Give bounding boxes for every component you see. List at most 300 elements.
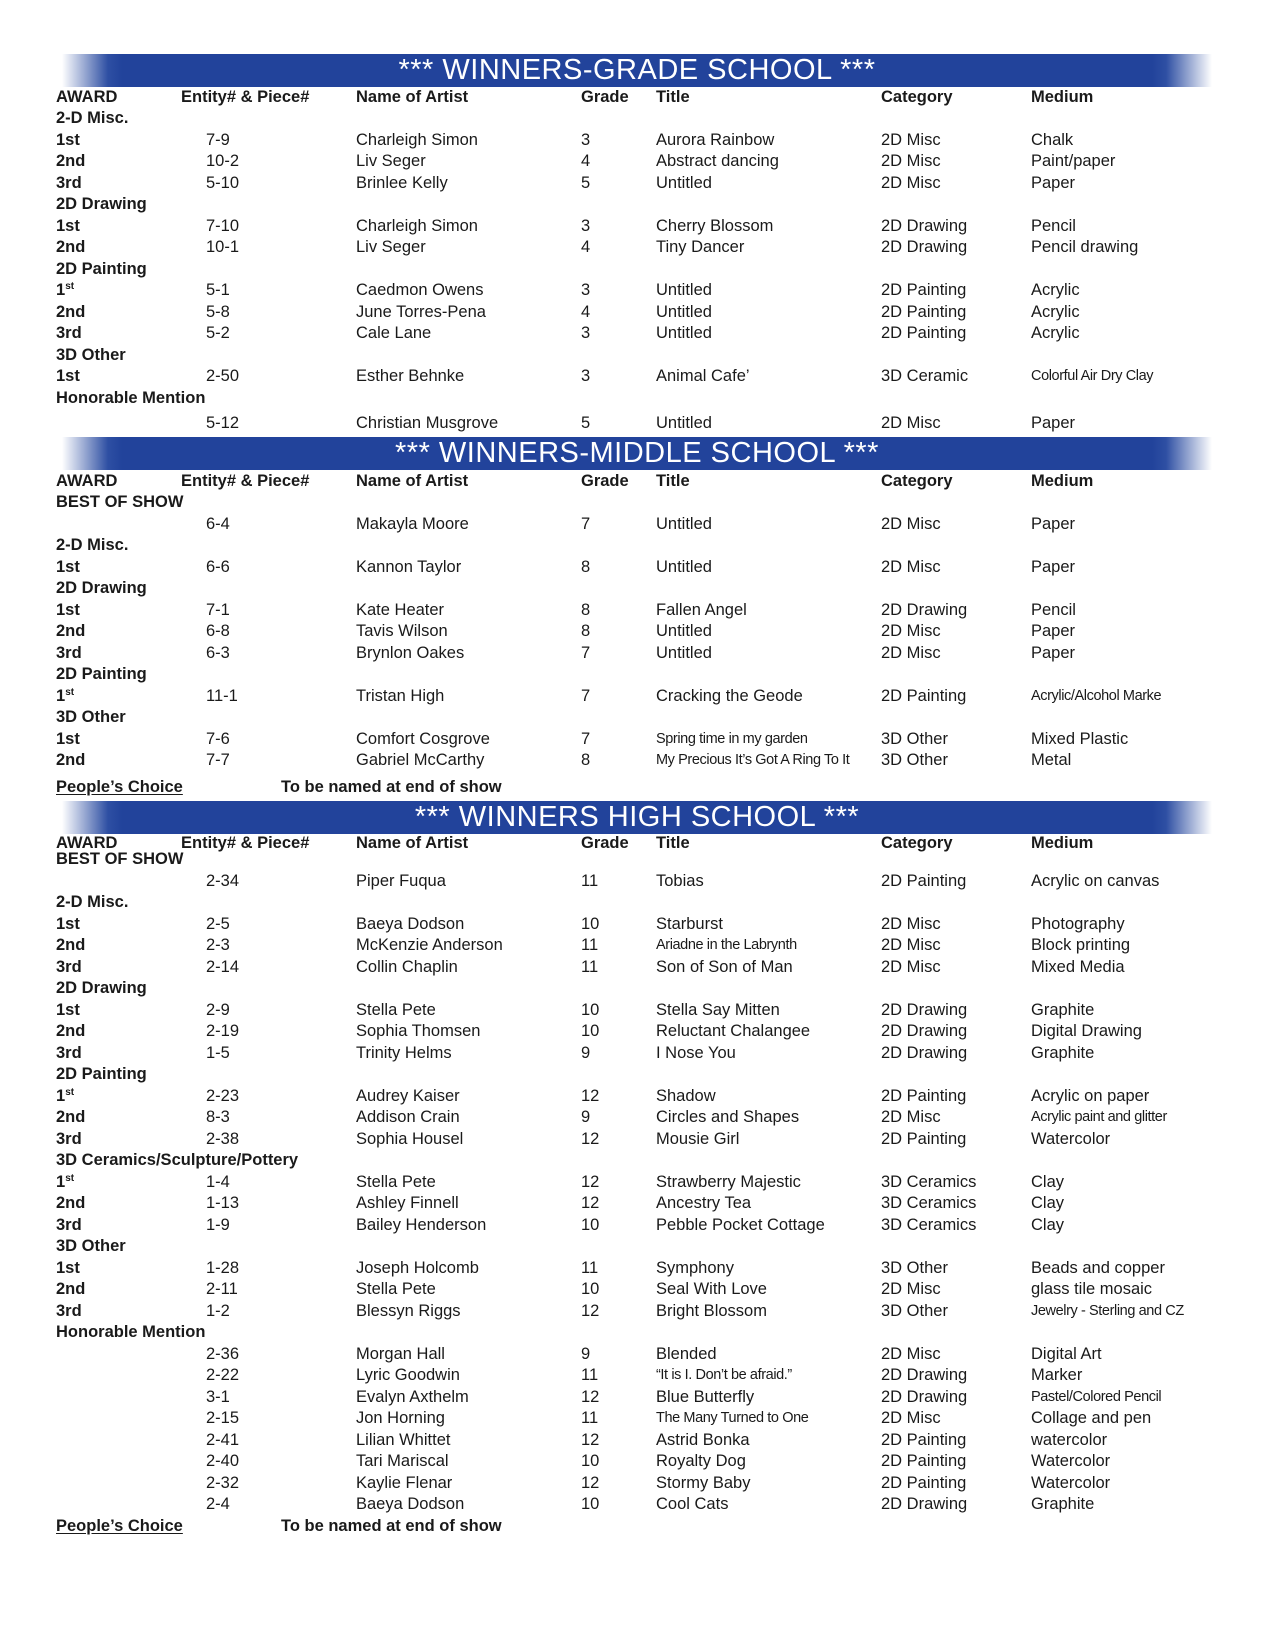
award-number: 1: [56, 687, 66, 705]
entry-row: [0, 870, 1275, 892]
entry-row: [0, 1171, 1275, 1193]
grade-value: 3: [581, 281, 591, 299]
artist-name: Brinlee Kelly: [356, 174, 448, 192]
category-value: 2D Painting: [881, 303, 967, 321]
grade-value: 9: [581, 1345, 591, 1363]
entity-number: 7-6: [206, 730, 230, 748]
grade-value: 12: [581, 1388, 600, 1406]
section-label: [0, 891, 1275, 913]
award-place: 2nd: [56, 238, 86, 256]
entity-number: 7-10: [206, 217, 240, 235]
entity-number: 2-41: [206, 1431, 240, 1449]
medium-value: Acrylic: [1031, 303, 1080, 321]
award-place: 3rd: [56, 958, 82, 976]
award-place: 2nd: [56, 936, 86, 954]
category-value: 2D Painting: [881, 1452, 967, 1470]
entity-number: 1-13: [206, 1194, 240, 1212]
section-title: 2-D Misc.: [56, 536, 129, 554]
artwork-title: Fallen Angel: [656, 601, 747, 619]
award-place: 1st: [56, 915, 80, 933]
artist-name: Charleigh Simon: [356, 131, 478, 149]
category-value: 3D Other: [881, 1259, 948, 1277]
artwork-title: My Precious It’s Got A Ring To It: [656, 752, 850, 768]
medium-value: Acrylic: [1031, 281, 1080, 299]
artwork-title: Strawberry Majestic: [656, 1173, 801, 1191]
entity-number: 6-3: [206, 644, 230, 662]
entry-row: [0, 215, 1275, 237]
artist-name: McKenzie Anderson: [356, 936, 503, 954]
grade-value: 4: [581, 152, 591, 170]
high-school-banner: *** WINNERS HIGH SCHOOL ***: [62, 801, 1212, 834]
artwork-title: Aurora Rainbow: [656, 131, 775, 149]
artist-name: Esther Behnke: [356, 367, 465, 385]
artwork-title: Symphony: [656, 1259, 734, 1277]
section-label: [0, 107, 1275, 129]
medium-value: Metal: [1031, 751, 1072, 769]
award-place: [56, 685, 74, 707]
artwork-title: Spring time in my garden: [656, 731, 808, 747]
artwork-title: Untitled: [656, 303, 712, 321]
grade-value: 4: [581, 303, 591, 321]
grade-value: 11: [581, 1366, 599, 1384]
medium-value: Clay: [1031, 1216, 1065, 1234]
entity-number: 2-32: [206, 1474, 240, 1492]
medium-value: Block printing: [1031, 936, 1131, 954]
award-place: 2nd: [56, 303, 86, 321]
medium-value: Jewelry - Sterling and CZ: [1031, 1303, 1184, 1319]
artist-name: Trinity Helms: [356, 1044, 452, 1062]
award-suffix: st: [65, 1087, 75, 1098]
grade-value: 12: [581, 1173, 600, 1191]
artist-name: Lilian Whittet: [356, 1431, 451, 1449]
artwork-title: Stella Say Mitten: [656, 1001, 780, 1019]
peoples-choice-note: To be named at end of show: [281, 1517, 502, 1535]
medium-value: Colorful Air Dry Clay: [1031, 368, 1154, 384]
entity-number: 2-40: [206, 1452, 240, 1470]
category-value: 2D Drawing: [881, 601, 968, 619]
entity-number: 2-50: [206, 367, 240, 385]
entity-number: 1-9: [206, 1216, 230, 1234]
grade-value: 10: [581, 1452, 600, 1470]
section-label: [0, 1063, 1275, 1085]
entity-number: 2-38: [206, 1130, 240, 1148]
artwork-title: Son of Son of Man: [656, 958, 793, 976]
grade-value: 11: [581, 1409, 599, 1427]
award-place: 1st: [56, 131, 80, 149]
artwork-title: Reluctant Chalangee: [656, 1022, 811, 1040]
medium-value: Acrylic: [1031, 324, 1080, 342]
title-header: Title: [656, 88, 690, 106]
entry-row: [0, 1343, 1275, 1365]
entity-number: 1-4: [206, 1173, 230, 1191]
artist-name: Baeya Dodson: [356, 915, 465, 933]
artist-header: Name of Artist: [356, 834, 469, 852]
category-value: 2D Misc: [881, 644, 941, 662]
category-value: 2D Misc: [881, 1280, 941, 1298]
award-number: 1: [56, 1087, 66, 1105]
entity-number: 7-9: [206, 131, 230, 149]
entry-row: [0, 1020, 1275, 1042]
entity-number: 2-19: [206, 1022, 240, 1040]
artist-name: Tristan High: [356, 687, 445, 705]
entry-row: [0, 412, 1275, 434]
artist-name: Evalyn Axthelm: [356, 1388, 469, 1406]
grade-value: 10: [581, 915, 600, 933]
section-title: Honorable Mention: [56, 1323, 206, 1341]
category-value: 3D Other: [881, 730, 948, 748]
entry-row: [0, 728, 1275, 750]
artist-name: Addison Crain: [356, 1108, 460, 1126]
artwork-title: Royalty Dog: [656, 1452, 746, 1470]
entity-number: 7-1: [206, 601, 230, 619]
section-label: [0, 706, 1275, 728]
entry-row: [0, 599, 1275, 621]
award-place: 2nd: [56, 1108, 86, 1126]
entry-row: [0, 1214, 1275, 1236]
column-header-row: [0, 470, 1275, 492]
section-label: [0, 977, 1275, 999]
medium-value: Pencil drawing: [1031, 238, 1139, 256]
entry-row: [0, 749, 1275, 771]
entry-row: [0, 1364, 1275, 1386]
entry-row: [0, 999, 1275, 1021]
medium-value: Pencil: [1031, 217, 1076, 235]
entity-number: 2-14: [206, 958, 240, 976]
award-place: 3rd: [56, 1130, 82, 1148]
grade-value: 7: [581, 515, 591, 533]
artist-header: Name of Artist: [356, 472, 469, 490]
medium-value: Paper: [1031, 622, 1076, 640]
award-place: [56, 1085, 74, 1107]
artwork-title: Starburst: [656, 915, 723, 933]
entity-number: 2-23: [206, 1087, 240, 1105]
entity-number: 2-34: [206, 872, 240, 890]
award-place: 1st: [56, 1259, 80, 1277]
section-title: 2D Drawing: [56, 195, 147, 213]
section-label: [0, 344, 1275, 366]
artist-name: Liv Seger: [356, 152, 426, 170]
entity-number: 5-1: [206, 281, 230, 299]
section-title: 2D Drawing: [56, 979, 147, 997]
entity-number: 3-1: [206, 1388, 230, 1406]
section-title: 2D Drawing: [56, 579, 147, 597]
artist-name: Collin Chaplin: [356, 958, 458, 976]
artist-name: Charleigh Simon: [356, 217, 478, 235]
category-value: 2D Drawing: [881, 1366, 968, 1384]
grade-value: 10: [581, 1022, 600, 1040]
artist-name: Stella Pete: [356, 1280, 436, 1298]
grade-value: 12: [581, 1302, 600, 1320]
medium-value: Graphite: [1031, 1044, 1095, 1062]
artist-name: Comfort Cosgrove: [356, 730, 490, 748]
category-value: 3D Ceramic: [881, 367, 969, 385]
artwork-title: Shadow: [656, 1087, 716, 1105]
medium-value: Digital Art: [1031, 1345, 1102, 1363]
artist-name: Caedmon Owens: [356, 281, 484, 299]
entity-number: 6-4: [206, 515, 230, 533]
title-header: Title: [656, 834, 690, 852]
entry-row: [0, 685, 1275, 707]
award-place: 1st: [56, 217, 80, 235]
grade-value: 5: [581, 174, 591, 192]
artwork-title: Cool Cats: [656, 1495, 729, 1513]
entity-number: 6-6: [206, 558, 230, 576]
grade-school-banner: *** WINNERS-GRADE SCHOOL ***: [62, 54, 1212, 87]
peoples-choice-label: People’s Choice: [56, 1517, 183, 1535]
award-suffix: st: [65, 281, 75, 292]
grade-value: 8: [581, 558, 591, 576]
artwork-title: Cherry Blossom: [656, 217, 774, 235]
section-title: 2-D Misc.: [56, 109, 129, 127]
medium-value: Graphite: [1031, 1001, 1095, 1019]
artist-name: Joseph Holcomb: [356, 1259, 479, 1277]
medium-value: Acrylic/Alcohol Marke: [1031, 688, 1162, 704]
column-header-row: [0, 86, 1275, 108]
entry-row: [0, 1450, 1275, 1472]
award-place: 2nd: [56, 1194, 86, 1212]
entry-row: [0, 365, 1275, 387]
artwork-title: Bright Blossom: [656, 1302, 767, 1320]
artist-name: Kate Heater: [356, 601, 445, 619]
entity-number: 2-4: [206, 1495, 230, 1513]
grade-value: 12: [581, 1431, 600, 1449]
grade-value: 11: [581, 936, 599, 954]
peoples-choice-note: To be named at end of show: [281, 778, 502, 796]
artist-name: Kannon Taylor: [356, 558, 462, 576]
category-value: 2D Misc: [881, 1345, 941, 1363]
category-header: Category: [881, 834, 953, 852]
section-label: [0, 1149, 1275, 1171]
entity-number: 10-1: [206, 238, 240, 256]
category-value: 2D Painting: [881, 687, 967, 705]
grade-value: 12: [581, 1087, 600, 1105]
grade-value: 9: [581, 1044, 591, 1062]
section-title: 2D Painting: [56, 1065, 147, 1083]
entry-row: [0, 1042, 1275, 1064]
peoples-choice-row: [0, 1515, 1275, 1537]
medium-value: Clay: [1031, 1173, 1065, 1191]
award-place: 2nd: [56, 1022, 86, 1040]
medium-value: Beads and copper: [1031, 1259, 1165, 1277]
artwork-title: “It is I. Don’t be afraid.”: [656, 1367, 792, 1383]
section-title: 2D Painting: [56, 260, 147, 278]
section-label: [0, 387, 1275, 409]
category-value: 2D Painting: [881, 281, 967, 299]
section-label: [0, 577, 1275, 599]
award-suffix: st: [65, 687, 75, 698]
grade-header: Grade: [581, 472, 629, 490]
medium-value: Watercolor: [1031, 1452, 1111, 1470]
entity-number: 1-2: [206, 1302, 230, 1320]
medium-value: Acrylic paint and glitter: [1031, 1109, 1167, 1125]
artwork-title: Untitled: [656, 644, 712, 662]
artist-name: Kaylie Flenar: [356, 1474, 453, 1492]
award-place: 3rd: [56, 1216, 82, 1234]
award-place: 2nd: [56, 751, 86, 769]
category-value: 2D Misc: [881, 915, 941, 933]
artwork-title: Mousie Girl: [656, 1130, 740, 1148]
category-value: 3D Ceramics: [881, 1194, 977, 1212]
artwork-title: Ariadne in the Labrynth: [656, 937, 797, 953]
medium-value: Paper: [1031, 644, 1076, 662]
artwork-title: Untitled: [656, 515, 712, 533]
grade-value: 7: [581, 730, 591, 748]
grade-value: 12: [581, 1194, 600, 1212]
award-place: 2nd: [56, 152, 86, 170]
artwork-title: Tobias: [656, 872, 704, 890]
entry-row: [0, 513, 1275, 535]
award-place: 1st: [56, 1001, 80, 1019]
entry-row: [0, 1472, 1275, 1494]
category-value: 2D Misc: [881, 414, 941, 432]
grade-value: 3: [581, 324, 591, 342]
medium-value: glass tile mosaic: [1031, 1280, 1153, 1298]
entity-number: 10-2: [206, 152, 240, 170]
artwork-title: Tiny Dancer: [656, 238, 745, 256]
artist-name: Sophia Thomsen: [356, 1022, 481, 1040]
middle-school-banner: *** WINNERS-MIDDLE SCHOOL ***: [62, 437, 1212, 470]
entry-row: [0, 1085, 1275, 1107]
entry-row: [0, 1386, 1275, 1408]
medium-value: watercolor: [1031, 1431, 1108, 1449]
medium-value: Clay: [1031, 1194, 1065, 1212]
category-value: 2D Drawing: [881, 238, 968, 256]
award-place: 2nd: [56, 622, 86, 640]
entity-number: 5-12: [206, 414, 240, 432]
artwork-title: Pebble Pocket Cottage: [656, 1216, 825, 1234]
category-value: 2D Drawing: [881, 217, 968, 235]
artist-name: Audrey Kaiser: [356, 1087, 460, 1105]
grade-value: 5: [581, 414, 591, 432]
entity-header: Entity# & Piece#: [181, 88, 310, 106]
artist-name: Gabriel McCarthy: [356, 751, 485, 769]
category-value: 2D Misc: [881, 131, 941, 149]
artist-name: Morgan Hall: [356, 1345, 445, 1363]
category-value: 2D Misc: [881, 558, 941, 576]
section-title: 3D Other: [56, 346, 126, 364]
artist-name: Blessyn Riggs: [356, 1302, 461, 1320]
artwork-title: Abstract dancing: [656, 152, 779, 170]
grade-value: 3: [581, 217, 591, 235]
grade-value: 3: [581, 367, 591, 385]
medium-value: Graphite: [1031, 1495, 1095, 1513]
award-place: 3rd: [56, 644, 82, 662]
entry-row: [0, 1192, 1275, 1214]
artist-name: Piper Fuqua: [356, 872, 446, 890]
category-value: 3D Ceramics: [881, 1216, 977, 1234]
entity-number: 7-7: [206, 751, 230, 769]
entry-row: [0, 956, 1275, 978]
artist-name: Makayla Moore: [356, 515, 469, 533]
entity-number: 11-1: [206, 687, 238, 705]
artist-name: Ashley Finnell: [356, 1194, 459, 1212]
entry-row: [0, 1429, 1275, 1451]
section-title: 3D Other: [56, 708, 126, 726]
entity-number: 2-36: [206, 1345, 240, 1363]
grade-value: 7: [581, 644, 591, 662]
medium-value: Mixed Plastic: [1031, 730, 1129, 748]
award-place: 2nd: [56, 1280, 86, 1298]
award-place: 3rd: [56, 174, 82, 192]
medium-header: Medium: [1031, 88, 1094, 106]
medium-value: Digital Drawing: [1031, 1022, 1142, 1040]
artist-header: Name of Artist: [356, 88, 469, 106]
entry-row: [0, 1257, 1275, 1279]
artist-name: Jon Horning: [356, 1409, 445, 1427]
category-value: 2D Painting: [881, 872, 967, 890]
category-value: 2D Misc: [881, 936, 941, 954]
entity-number: 1-28: [206, 1259, 240, 1277]
category-value: 2D Misc: [881, 622, 941, 640]
entry-row: [0, 913, 1275, 935]
entity-number: 5-2: [206, 324, 230, 342]
entity-number: 5-8: [206, 303, 230, 321]
entry-row: [0, 1300, 1275, 1322]
medium-value: Acrylic on paper: [1031, 1087, 1150, 1105]
section-label: [0, 258, 1275, 280]
medium-value: Paper: [1031, 414, 1076, 432]
section-label: [0, 663, 1275, 685]
entry-row: [0, 1128, 1275, 1150]
medium-value: Collage and pen: [1031, 1409, 1152, 1427]
award-place: 1st: [56, 601, 80, 619]
award-place: [56, 279, 74, 301]
entity-number: 2-11: [206, 1280, 238, 1298]
entity-number: 2-22: [206, 1366, 240, 1384]
artist-name: Liv Seger: [356, 238, 426, 256]
category-value: 2D Drawing: [881, 1495, 968, 1513]
medium-value: Paper: [1031, 515, 1076, 533]
section-label: [0, 534, 1275, 556]
artwork-title: Untitled: [656, 174, 712, 192]
peoples-choice-row: [0, 776, 1275, 798]
artist-name: Cale Lane: [356, 324, 432, 342]
entry-row: [0, 934, 1275, 956]
section-label: [0, 1235, 1275, 1257]
entity-header: Entity# & Piece#: [181, 834, 310, 852]
entry-row: [0, 620, 1275, 642]
artwork-title: Blended: [656, 1345, 717, 1363]
category-value: 2D Misc: [881, 1108, 941, 1126]
section-title: 2D Painting: [56, 665, 147, 683]
entry-row: [0, 322, 1275, 344]
award-place: 3rd: [56, 1302, 82, 1320]
medium-value: Chalk: [1031, 131, 1074, 149]
grade-value: 10: [581, 1280, 600, 1298]
award-number: 1: [56, 281, 66, 299]
grade-value: 4: [581, 238, 591, 256]
medium-value: Watercolor: [1031, 1130, 1111, 1148]
artist-name: Tari Mariscal: [356, 1452, 449, 1470]
award-number: 1: [56, 1173, 66, 1191]
award-place: 1st: [56, 367, 80, 385]
medium-value: Watercolor: [1031, 1474, 1111, 1492]
section-title: Honorable Mention: [56, 389, 206, 407]
section-title: BEST OF SHOW: [56, 493, 184, 511]
award-place: 3rd: [56, 324, 82, 342]
grade-value: 10: [581, 1495, 600, 1513]
award-place: 3rd: [56, 1044, 82, 1062]
medium-value: Pastel/Colored Pencil: [1031, 1389, 1162, 1405]
category-value: 2D Misc: [881, 1409, 941, 1427]
award-header: AWARD: [56, 472, 118, 490]
artist-name: Christian Musgrove: [356, 414, 499, 432]
artist-name: Lyric Goodwin: [356, 1366, 460, 1384]
category-value: 2D Drawing: [881, 1044, 968, 1062]
category-value: 3D Ceramics: [881, 1173, 977, 1191]
grade-header: Grade: [581, 834, 629, 852]
entity-number: 2-3: [206, 936, 230, 954]
